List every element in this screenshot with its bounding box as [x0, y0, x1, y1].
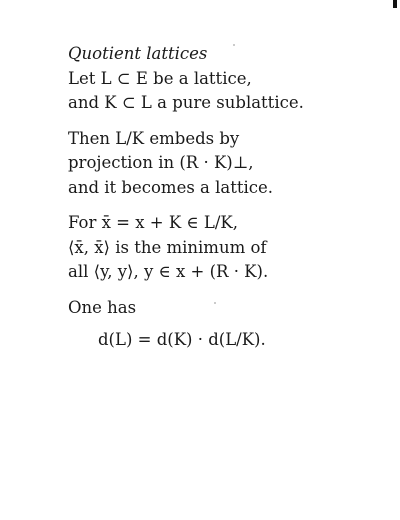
document-body [68, 42, 388, 353]
text-line: Let L ⊂ E be a lattice, [68, 68, 252, 88]
text-line: ⟨x̄, x̄⟩ is the minimum of [68, 237, 267, 257]
text-line: Then L/K embeds by [68, 128, 240, 148]
paragraph-gap [68, 285, 388, 296]
paragraph-gap [68, 200, 388, 211]
text-line: all ⟨y, y⟩, y ∈ x + (R · K). [68, 262, 269, 281]
document-title: Quotient lattices [68, 44, 208, 63]
text-line: One has [68, 297, 137, 317]
text-line: projection in (R · K)⊥, [68, 153, 254, 172]
corner-mark [393, 0, 397, 8]
display-formula: d(L) = d(K) · d(L/K). [98, 330, 266, 349]
text-line: For x̄ = x + K ∈ L/K, [68, 213, 238, 232]
paragraph-gap [68, 116, 388, 127]
text-line: and it becomes a lattice. [68, 177, 274, 197]
text-line: and K ⊂ L a pure sublattice. [68, 93, 304, 112]
